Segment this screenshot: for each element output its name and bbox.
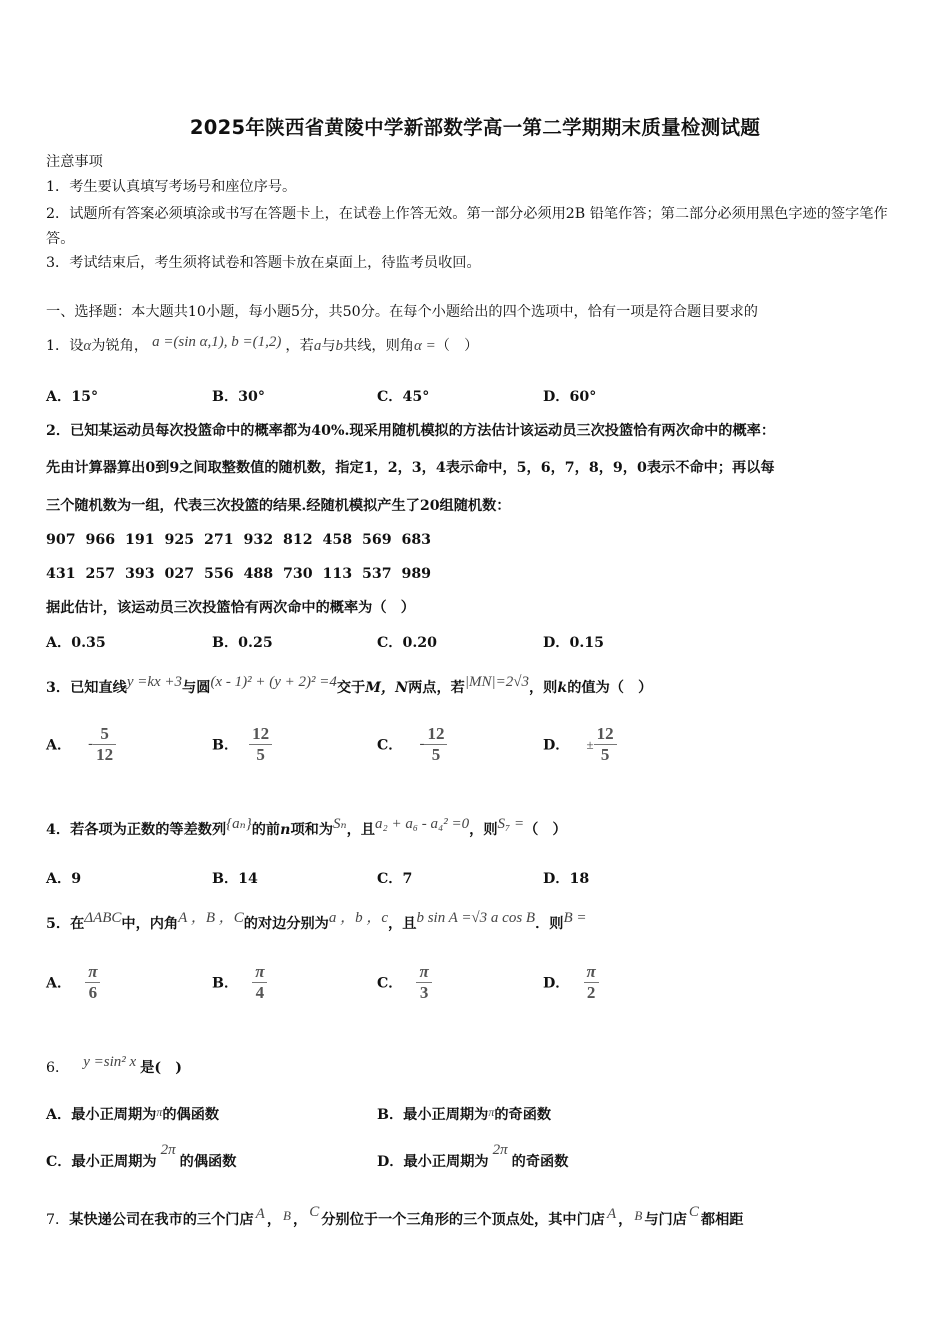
q3-option-b-den: 5 xyxy=(256,745,265,764)
q5-option-b-fraction xyxy=(252,962,267,1003)
q6-option-b-value: π xyxy=(488,1105,495,1119)
q3-option-c-label: C． xyxy=(377,737,403,754)
q3-option-b-fraction xyxy=(249,724,272,765)
q5-option-a[interactable] xyxy=(46,962,100,1003)
q3-var-k: k xyxy=(557,680,568,696)
q3-option-c-den: 5 xyxy=(431,745,441,764)
q7-number: 7． xyxy=(46,1212,70,1228)
q6-option-a-suffix: 的偶函数 xyxy=(162,1107,220,1123)
q1-paren: （ ） xyxy=(435,338,479,354)
exam-title: 2025年陕西省黄陵中学新部数学高一第二学期期末质量检测试题 xyxy=(189,116,761,139)
q1-vectors: a =(sin α,1), b =(1,2) xyxy=(152,334,282,350)
q5-number: 5． xyxy=(46,916,71,932)
section-heading: 一、选择题：本大题共10小题，每小题5分，共50分。在每个小题给出的四个选项中，恰有一项是符合题目要求的 xyxy=(46,304,758,320)
q6-option-b-suffix: 的奇函数 xyxy=(494,1107,552,1123)
q5-b-eq: B = xyxy=(563,910,587,926)
q2-option-b[interactable]: B．0.25 xyxy=(212,635,273,651)
q2-line-3: 三个随机数为一组，代表三次投篮的结果.经随机模拟产生了20组随机数： xyxy=(46,498,511,514)
q1-option-a[interactable]: A．15° xyxy=(46,389,99,405)
q5-option-d-den: 2 xyxy=(586,983,596,1002)
q3-option-d-den: 5 xyxy=(600,745,610,764)
q1-option-c[interactable]: C．45° xyxy=(377,389,430,405)
q5-option-d-fraction xyxy=(584,962,599,1003)
q3-option-b-label: B． xyxy=(212,737,239,754)
q3-distance: |MN|=2√3 xyxy=(464,674,529,690)
q3-option-d-sign: ± xyxy=(586,736,594,752)
q5-text-5: ．则 xyxy=(535,916,564,932)
q3-option-c-sign: - xyxy=(419,736,425,752)
q1-var-a: a xyxy=(313,338,322,354)
q3-text-5: ，则 xyxy=(528,680,558,696)
q1-number: 1． xyxy=(46,338,70,354)
q3-option-a-den: 12 xyxy=(96,745,114,764)
q5-option-b-num: π xyxy=(252,962,267,983)
notice-heading: 注意事项 xyxy=(46,154,103,170)
q4-option-a[interactable]: A．9 xyxy=(46,871,82,887)
q5-option-a-label: A． xyxy=(46,975,72,992)
q3-option-c-fraction xyxy=(424,724,447,765)
q1-option-b[interactable]: B．30° xyxy=(212,389,266,405)
q7-store-a: A xyxy=(255,1206,265,1222)
q1-text: 设 xyxy=(69,338,84,354)
q2-option-c[interactable]: C．0.20 xyxy=(377,635,438,651)
q2-question: 据此估计，该运动员三次投篮恰有两次命中的概率为（ ） xyxy=(46,600,415,616)
q3-option-b[interactable] xyxy=(212,724,272,765)
q4-s7: S₇ = xyxy=(497,816,525,832)
q5-text-3: 的对边分别为 xyxy=(243,916,329,932)
q6-text: 是( ) xyxy=(140,1060,182,1076)
q5-option-c-den: 3 xyxy=(419,983,429,1002)
question-3 xyxy=(46,674,653,698)
q1-text-5: 共线，则角 xyxy=(343,338,414,354)
q7-text-3: 与门店 xyxy=(644,1212,687,1228)
q3-option-b-num: 12 xyxy=(249,724,272,745)
q3-option-c[interactable] xyxy=(377,724,447,765)
question-5 xyxy=(46,910,587,934)
q5-option-d-label: D． xyxy=(543,975,570,992)
q6-option-d-text: D．最小正周期为 xyxy=(377,1154,489,1170)
q4-text-2: 的前 xyxy=(251,822,281,838)
q3-points: M，N xyxy=(365,680,409,696)
q5-option-a-den: 6 xyxy=(88,983,98,1002)
q3-option-a[interactable] xyxy=(46,724,116,765)
q6-option-a-text: A．最小正周期为 xyxy=(46,1107,157,1123)
q1-option-d[interactable]: D．60° xyxy=(543,389,597,405)
q4-paren: （ ） xyxy=(524,822,567,838)
q2-line-2: 先由计算器算出0到9之间取整数值的随机数，指定1，2，3，4表示命中，5，6，7，8，9，0表示不命中；再以每 xyxy=(46,460,775,476)
q6-option-d-suffix: 的奇函数 xyxy=(511,1154,569,1170)
q3-option-d-label: D． xyxy=(543,737,570,754)
q5-option-b-label: B． xyxy=(212,975,239,992)
q6-option-a[interactable] xyxy=(46,1104,219,1124)
q1-var-b: b xyxy=(335,338,344,354)
q3-option-a-label: A． xyxy=(46,737,72,754)
q3-line-eq: y =kx +3 xyxy=(126,674,183,690)
q5-triangle: ΔABC xyxy=(84,910,122,926)
q1-text-3: ，若 xyxy=(285,338,314,354)
q3-option-d[interactable] xyxy=(543,724,617,765)
q7-text: 某快递公司在我市的三个门店 xyxy=(69,1212,254,1228)
q2-option-a[interactable]: A．0.35 xyxy=(46,635,106,651)
q3-text: 已知直线 xyxy=(70,680,127,696)
q5-option-b-den: 4 xyxy=(255,983,265,1002)
q5-text: 在 xyxy=(70,916,85,932)
q3-option-d-fraction xyxy=(594,724,617,765)
q4-text-3: 项和为 xyxy=(290,822,334,838)
q3-text-3: 交于 xyxy=(336,680,366,696)
notice-item-3: 3．考试结束后，考生须将试卷和答题卡放在桌面上，待监考员收回。 xyxy=(46,255,481,271)
q5-option-a-num: π xyxy=(85,962,100,983)
q3-circle-eq: (x - 1)² + (y + 2)² =4 xyxy=(210,674,337,690)
q4-text: 若各项为正数的等差数列 xyxy=(70,822,227,838)
q2-data-row-1: 907 966 191 925 271 932 812 458 569 683 xyxy=(46,532,432,548)
q3-option-d-num: 12 xyxy=(594,724,617,745)
q6-function: y =sin² x xyxy=(83,1054,137,1070)
q5-text-4: ，且 xyxy=(388,916,417,932)
q3-option-a-num: 5 xyxy=(93,724,116,745)
q1-text-2: 为锐角， xyxy=(91,338,149,354)
q7-store-c-2: C xyxy=(688,1204,699,1220)
q5-option-b[interactable] xyxy=(212,962,267,1003)
q1-alpha: α xyxy=(83,338,92,354)
q4-condition: a₂ + a₆ - a₄² =0 xyxy=(375,816,470,832)
q5-option-d-num: π xyxy=(584,962,599,983)
q7-text-4: 都相距 xyxy=(700,1212,744,1228)
q4-option-b[interactable]: B．14 xyxy=(212,871,258,887)
q3-option-a-fraction xyxy=(93,724,116,765)
q3-option-a-sign: - xyxy=(88,736,94,752)
q7-store-a-2: A xyxy=(606,1206,617,1222)
q4-sn: Sₙ xyxy=(333,816,347,832)
q5-option-c-label: C． xyxy=(377,975,403,992)
q5-option-c-num: π xyxy=(416,962,431,983)
q7-store-b: B xyxy=(283,1208,291,1223)
notice-item-1: 1．考生要认真填写考场号和座位序号。 xyxy=(46,179,297,195)
q6-option-b[interactable] xyxy=(377,1104,551,1124)
q1-expr: α = xyxy=(413,338,436,354)
q5-option-a-fraction xyxy=(85,962,100,1003)
q6-option-b-text: B．最小正周期为 xyxy=(377,1107,489,1123)
q4-option-d[interactable]: D．18 xyxy=(543,871,590,887)
q5-option-d[interactable] xyxy=(543,962,599,1003)
q7-text-2: 分别位于一个三角形的三个顶点处，其中门店 xyxy=(321,1212,605,1228)
q3-text-4: 两点，若 xyxy=(408,680,465,696)
q2-line-1: 2．已知某运动员每次投篮命中的概率都为40%.现采用随机模拟的方法估计该运动员三次投篮恰有两次命中的概率： xyxy=(46,423,776,439)
q4-var-n: n xyxy=(280,822,291,838)
q3-text-6: 的值为（ ） xyxy=(567,680,653,696)
question-7: 7．某快递公司在我市的三个门店 A ， B ， C 分别位于一个三角形的三个顶点处，其中门店 A ， B 与门店 C 都相距 xyxy=(46,1204,744,1228)
q3-option-c-num: 12 xyxy=(424,724,447,745)
q5-sides: a ，b ，c xyxy=(328,910,389,926)
question-1 xyxy=(46,336,478,356)
q5-option-c-fraction xyxy=(416,962,431,1003)
q6-option-c-text: C．最小正周期为 xyxy=(46,1154,157,1170)
q4-text-4: ，且 xyxy=(346,822,375,838)
q3-number: 3． xyxy=(46,680,71,696)
q6-option-d-value: 2π xyxy=(492,1142,508,1158)
q6-option-c-value: 2π xyxy=(160,1142,176,1158)
q6-option-d[interactable] xyxy=(377,1142,569,1171)
q5-condition: b sin A =√3 a cos B xyxy=(416,910,536,926)
question-4 xyxy=(46,816,567,840)
q2-data-row-2: 431 257 393 027 556 488 730 113 537 989 xyxy=(46,566,432,582)
q4-option-c[interactable]: C．7 xyxy=(377,871,413,887)
q4-number: 4． xyxy=(46,822,71,838)
q6-option-c[interactable] xyxy=(46,1142,237,1171)
q6-option-c-suffix: 的偶函数 xyxy=(179,1154,237,1170)
q6-option-a-value: π xyxy=(156,1105,163,1119)
q5-angles: A ，B ，C xyxy=(178,910,244,926)
q7-store-c: C xyxy=(309,1204,320,1220)
q6-number: 6． xyxy=(46,1060,70,1076)
q2-option-d[interactable]: D．0.15 xyxy=(543,635,605,651)
q4-text-5: ，则 xyxy=(469,822,498,838)
notice-item-2: 2．试题所有答案必须填涂或书写在答题卡上，在试卷上作答无效。第一部分必须用2B 铅笔作答；第二部分必须用黑色字迹的签字笔作答。 xyxy=(46,206,888,247)
q3-text-2: 与圆 xyxy=(182,680,211,696)
question-6 xyxy=(46,1054,182,1078)
q5-option-c[interactable] xyxy=(377,962,432,1003)
q1-text-4: 与 xyxy=(321,338,336,354)
q5-text-2: 中，内角 xyxy=(121,916,179,932)
q4-sequence: {aₙ} xyxy=(226,816,252,832)
q7-store-b-2: B xyxy=(634,1208,643,1223)
